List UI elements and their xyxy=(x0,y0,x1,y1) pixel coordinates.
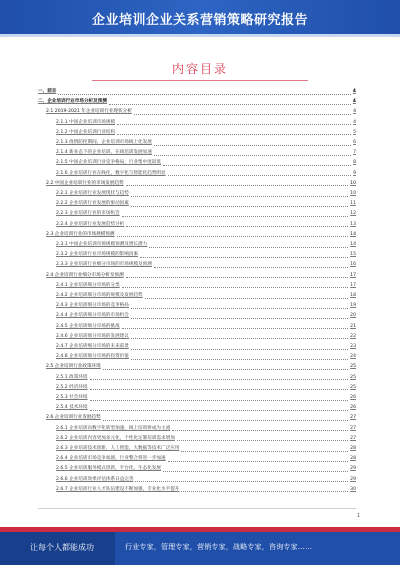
toc-entry-label: 2.4.8 企业培训细分市场的投资价值 xyxy=(56,354,129,360)
toc-entry-label: 2.1.4 新业态下的企业培训，在线培训发展加速 xyxy=(56,150,152,156)
toc-entry-page: 25 xyxy=(350,364,356,370)
toc-entry-page: 4 xyxy=(353,109,356,115)
toc-entry[interactable] xyxy=(56,486,356,494)
toc-entry-page: 18 xyxy=(350,293,356,298)
toc-entry-page: 27 xyxy=(350,425,356,431)
toc-entry[interactable] xyxy=(56,190,356,198)
toc-entry-page: 17 xyxy=(350,272,356,278)
toc-entry-label: 2.1.2 中国企业培训行业结构 xyxy=(56,129,116,135)
toc-leader-dots xyxy=(117,120,351,125)
toc-entry[interactable] xyxy=(56,343,356,351)
toc-entry-page: 21 xyxy=(350,323,356,329)
toc-entry-page: 27 xyxy=(350,415,356,421)
toc-leader-dots xyxy=(154,141,351,146)
toc-leader-dots xyxy=(90,406,349,411)
toc-entry-page: 28 xyxy=(350,456,356,462)
toc-entry[interactable] xyxy=(46,272,356,280)
toc-entry[interactable] xyxy=(56,210,356,218)
toc-entry[interactable] xyxy=(46,231,356,239)
toc-entry-page: 14 xyxy=(350,231,356,237)
toc-entry-label: 2.6.5 企业培训服务模式创新，平台化、生态化发展 xyxy=(56,466,162,472)
toc-leader-dots xyxy=(154,151,351,156)
toc-entry-page: 15 xyxy=(350,252,356,258)
toc-leader-dots xyxy=(168,457,349,462)
toc-entry-page: 11 xyxy=(350,201,356,207)
toc-entry-label: 2.3.2 企业培训行业市场规模的影响因素 xyxy=(56,252,139,258)
page-number: 1 xyxy=(356,513,360,519)
toc-leader-dots xyxy=(103,416,348,421)
toc-leader-dots xyxy=(154,263,348,268)
toc-entry-label: 一、前言 xyxy=(38,89,57,94)
toc-entry-label: 2.2 中国企业培训行业的市场发展趋势 xyxy=(46,180,124,186)
toc-leader-dots xyxy=(131,304,348,309)
toc-entry[interactable] xyxy=(46,108,356,116)
toc-entry-label: 2.6.6 企业培训效果评估体系日益完善 xyxy=(56,476,134,482)
toc-entry-label: 2.6.2 企业培训内容更加多元化，个性化定制培训需求增加 xyxy=(56,435,175,441)
toc-entry[interactable] xyxy=(56,221,356,229)
footer-expert-list: 行业专家，管理专家，营销专家，战略专家，咨询专家…… xyxy=(125,543,313,551)
title-underline xyxy=(92,80,308,81)
toc-entry[interactable] xyxy=(56,455,356,463)
toc-entry-label: 2.4.3 企业培训细分市场的竞争格局 xyxy=(56,303,129,309)
toc-entry-page: 28 xyxy=(350,446,356,451)
toc-entry[interactable] xyxy=(56,353,356,361)
toc-entry-label: 2.2.1 企业培训行业发展现状与趋势 xyxy=(56,191,129,196)
toc-entry-page: 17 xyxy=(350,282,356,288)
toc-leader-dots xyxy=(168,171,351,176)
toc-entry-label: 2.3.3 企业培训行业细分市场的市场规模及预测 xyxy=(56,262,152,268)
toc-entry[interactable] xyxy=(56,333,356,341)
toc-entry-label: 2.4.2 企业培训细分市场的规模及发展趋势 xyxy=(56,293,143,298)
toc-title: 内容目录 xyxy=(171,62,228,76)
toc-entry-label: 2.5.4 技术环境 xyxy=(56,405,88,411)
toc-entry-label: 2.1.3 疫情防控期间，企业培训市场线上化发展 xyxy=(56,140,152,145)
toc-entry-page: 9 xyxy=(353,170,356,176)
toc-entry-page: 13 xyxy=(350,221,356,227)
toc-entry[interactable] xyxy=(56,323,356,331)
toc-leader-dots xyxy=(117,232,349,237)
toc-leader-dots xyxy=(172,426,348,431)
toc-entry[interactable] xyxy=(46,180,356,188)
toc-entry-page: 10 xyxy=(350,191,356,196)
toc-entry[interactable] xyxy=(56,384,356,392)
page-divider xyxy=(38,508,356,509)
toc-entry-label: 2.4.4 企业培训细分市场的市场机会 xyxy=(56,313,129,319)
toc-leader-dots xyxy=(126,181,348,186)
toc-leader-dots xyxy=(126,273,348,278)
toc-entry[interactable] xyxy=(56,200,356,208)
toc-entry-page: 4 xyxy=(352,99,356,105)
toc-entry[interactable] xyxy=(46,414,356,422)
toc-entry[interactable] xyxy=(46,363,356,371)
toc-entry[interactable] xyxy=(56,282,356,290)
toc-leader-dots xyxy=(122,324,348,329)
toc-leader-dots xyxy=(131,355,348,360)
toc-entry-label: 2.2.2 企业培训行业发展的驱动因素 xyxy=(56,201,129,207)
toc-entry-page: 24 xyxy=(350,354,356,360)
toc-leader-dots xyxy=(145,294,348,299)
toc-entry[interactable] xyxy=(56,139,356,147)
toc-leader-dots xyxy=(90,396,349,401)
toc-entry-page: 10 xyxy=(350,180,356,186)
toc-leader-dots xyxy=(122,212,348,217)
toc-entry[interactable] xyxy=(56,445,356,453)
toc-entry[interactable] xyxy=(56,435,356,443)
toc-leader-dots xyxy=(140,253,348,258)
toc-leader-dots xyxy=(177,436,348,441)
toc-entry-page: 14 xyxy=(350,242,356,247)
toc-entry-label: 2.5.3 社会环境 xyxy=(56,395,88,400)
toc-leader-dots xyxy=(109,100,351,105)
toc-entry-page: 26 xyxy=(350,405,356,411)
toc-entry[interactable] xyxy=(56,261,356,269)
toc-entry-label: 2.1.6 企业培训行业在线化，数字化与智能化趋势明显 xyxy=(56,170,166,176)
toc-leader-dots xyxy=(135,477,348,482)
toc-entry-page: 4 xyxy=(352,89,356,94)
toc-entry-label: 2.5 企业培训行业政策环境 xyxy=(46,364,101,370)
toc-entry-page: 29 xyxy=(350,476,356,482)
toc-leader-dots xyxy=(103,365,348,370)
toc-entry-label: 2.6.4 企业培训市场竞争加剧，行业整合将进一步加速 xyxy=(56,456,166,462)
toc-entry-label: 2.6.3 企业培训技术创新，人工智能、大数据等技术广泛应用 xyxy=(56,446,180,451)
toc-entry-label: 2.4.5 企业培训细分市场的挑战 xyxy=(56,323,120,329)
toc-entry-page: 30 xyxy=(350,486,356,492)
toc-leader-dots xyxy=(126,222,348,227)
toc-leader-dots xyxy=(131,334,348,339)
toc-entry-label: 2.4 企业培训行业细分市场分析及预测 xyxy=(46,272,124,278)
toc-entry[interactable] xyxy=(56,374,356,382)
toc-entry-page: 12 xyxy=(350,211,356,217)
toc-leader-dots xyxy=(90,385,349,390)
toc-leader-dots xyxy=(181,447,348,452)
toc-entry-page: 22 xyxy=(350,333,356,339)
toc-entry[interactable] xyxy=(56,404,356,412)
toc-entry-page: 23 xyxy=(350,344,356,349)
report-title: 企业培训企业关系营销策略研究报告 xyxy=(91,13,308,28)
toc-leader-dots xyxy=(117,130,351,135)
toc-entry-page: 20 xyxy=(350,313,356,319)
toc-entry-label: 2.5.2 经济环境 xyxy=(56,384,88,390)
toc-leader-dots xyxy=(131,202,348,207)
toc-leader-dots xyxy=(134,110,351,115)
toc-entry-label: 2.5.1 政策环境 xyxy=(56,374,88,380)
toc-entry[interactable] xyxy=(56,241,356,249)
toc-entry[interactable] xyxy=(38,88,356,96)
toc-entry-label: 2.3.1 中国企业培训市场规模预测及增长潜力 xyxy=(56,242,148,247)
header-divider xyxy=(0,34,400,37)
toc-entry[interactable] xyxy=(56,425,356,433)
toc-entry-page: 26 xyxy=(350,395,356,400)
table-of-contents xyxy=(38,88,356,508)
toc-leader-dots xyxy=(163,467,348,472)
toc-entry-label: 2.2.3 企业培训行业的市场机会 xyxy=(56,211,120,217)
toc-entry-label: 2.1.5 中国企业培训行业竞争格局，行业集中度较低 xyxy=(56,160,162,166)
toc-entry-label: 2.3 企业培训行业的市场规模预测 xyxy=(46,231,115,237)
toc-leader-dots xyxy=(58,90,350,95)
toc-entry[interactable] xyxy=(56,129,356,137)
toc-entry[interactable] xyxy=(56,119,356,127)
toc-leader-dots xyxy=(90,375,349,380)
toc-entry-label: 2.4.7 企业培训细分市场的未来前景 xyxy=(56,344,129,349)
toc-entry[interactable] xyxy=(56,302,356,310)
toc-entry-label: 2.1.1 中国企业培训市场规模 xyxy=(56,119,116,125)
toc-entry-page: 6 xyxy=(353,140,356,145)
toc-entry-label: 2.4.6 企业培训细分市场的发展建议 xyxy=(56,333,129,339)
toc-entry-label: 2.4.1 企业培训细分市场的分类 xyxy=(56,282,120,288)
toc-entry-page: 5 xyxy=(353,129,356,135)
footer-slogan: 让每个人都能成功 xyxy=(30,543,94,552)
report-header xyxy=(0,0,400,34)
toc-entry-page: 8 xyxy=(353,160,356,166)
toc-entry-label: 2.2.4 企业培训行业发展趋势分析 xyxy=(56,221,125,227)
toc-entry[interactable] xyxy=(56,170,356,178)
toc-entry[interactable] xyxy=(56,312,356,320)
toc-leader-dots xyxy=(163,161,351,166)
toc-entry[interactable] xyxy=(56,251,356,259)
toc-leader-dots xyxy=(131,314,348,319)
toc-entry-page: 25 xyxy=(350,374,356,380)
toc-entry-label: 2.1 2019-2021 年企业培训行业现状分析 xyxy=(46,109,132,115)
toc-leader-dots xyxy=(122,283,348,288)
toc-entry[interactable] xyxy=(56,476,356,484)
toc-entry[interactable] xyxy=(56,465,356,473)
toc-entry-page: 7 xyxy=(353,150,356,156)
toc-entry[interactable] xyxy=(56,159,356,167)
toc-entry-page: 4 xyxy=(353,119,356,125)
toc-entry-label: 2.6 企业培训行业发展趋势 xyxy=(46,415,101,421)
toc-entry-page: 16 xyxy=(350,262,356,268)
toc-entry-label: 二、企业培训行业市场分析及预测 xyxy=(38,99,107,105)
toc-entry-page: 27 xyxy=(350,435,356,441)
toc-leader-dots xyxy=(131,345,348,350)
toc-leader-dots xyxy=(131,192,348,197)
toc-entry-page: 19 xyxy=(350,303,356,309)
toc-entry-label: 2.6.7 企业培训行业人才队伍建设不断加强，专业化水平提升 xyxy=(56,486,180,492)
toc-entry-page: 25 xyxy=(350,384,356,390)
toc-entry-page: 29 xyxy=(350,466,356,472)
toc-entry-label: 2.6.1 企业培训向数字化转型加速，线上培训将成为主流 xyxy=(56,425,171,431)
toc-leader-dots xyxy=(181,487,348,492)
toc-entry[interactable] xyxy=(56,394,356,402)
toc-entry[interactable] xyxy=(56,292,356,300)
toc-leader-dots xyxy=(149,243,348,248)
toc-entry[interactable] xyxy=(38,98,356,106)
toc-entry[interactable] xyxy=(56,149,356,157)
